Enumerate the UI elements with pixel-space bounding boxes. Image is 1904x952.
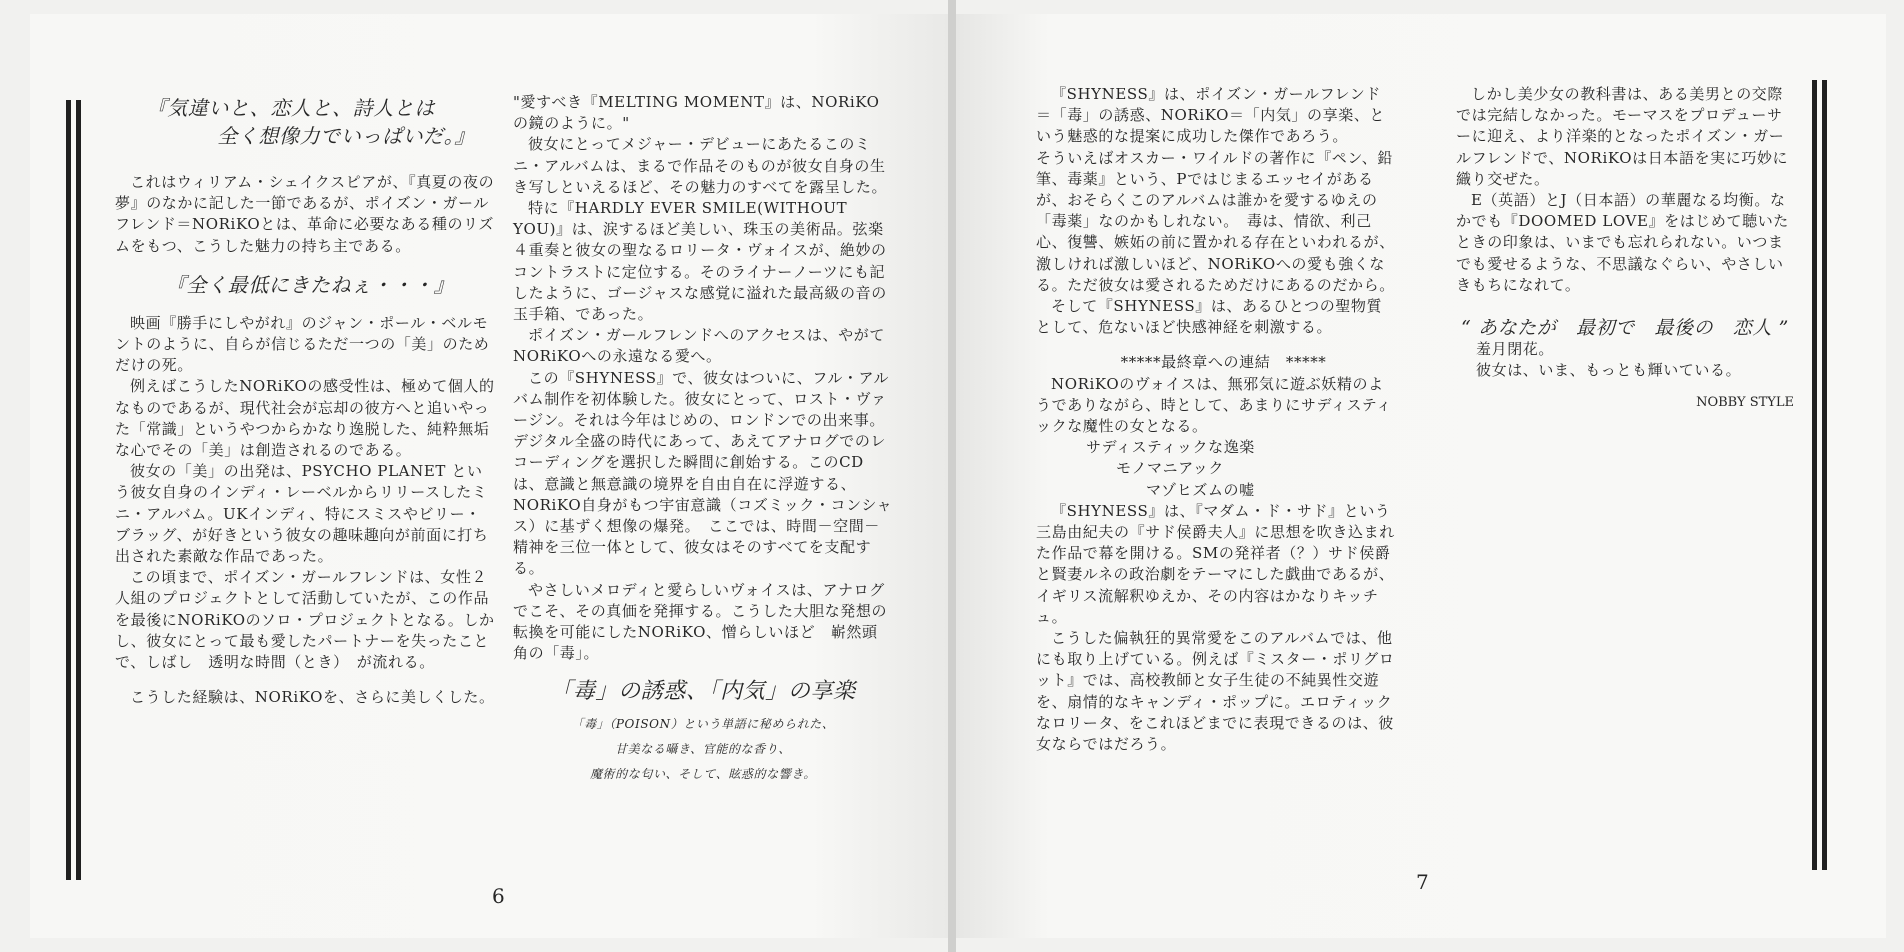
spine-gutter: [948, 0, 956, 952]
left-column-2: [513, 92, 893, 787]
page-number: 6: [492, 884, 505, 908]
list-item: モノマニアック: [1116, 459, 1225, 478]
heading-saitei: 『全く最低にきたねぇ・・・』: [165, 272, 455, 297]
paragraph: 彼女の「美」の出発は、PSYCHO PLANET という彼女自身のインディ・レーベルからリリースしたミニ・アルバム。UKインディ、特にスミスやビリー・ブラッグ、が好きという彼女の趣味趣向が前面に打ち出された素敵な作品であった。: [115, 462, 489, 566]
signature: NOBBY STYLE: [1696, 394, 1794, 410]
paragraph: そういえばオスカー・ワイルドの著作に『ペン、鉛筆、毒薬』という、Pではじまるエッセイがあるが、おそらくこのアルバムは誰かを愛するゆえの「毒薬」なのかもしれない。 毒は、情欲、利己心、復讐、嫉妬の前に置かれる存在といわれるが、激しければ激しいほど、NORiKOへの愛も強くなる。ただ彼女は愛されるためだけにあるのだから。: [1036, 148, 1395, 294]
heading-line: 全く想像力でいっぱいだ。』: [217, 124, 475, 148]
closing-quote: “ あなたが 最初で 最後の 恋人 ”: [1461, 317, 1789, 340]
paragraph: "愛すべき『MELTING MOMENT』は、NORiKOの鏡のように。": [513, 93, 880, 133]
section-stars: *****最終章への連結 *****: [1120, 353, 1327, 372]
right-border-bars: [1812, 80, 1828, 870]
paragraph: やさしいメロディと愛らしいヴォイスは、アナログでこそ、その真価を発揮する。こうした大胆な発想の転換を可能にしたNORiKO、憎らしいほど 嶄然頭角の「毒」。: [513, 580, 888, 663]
paragraph: この『SHYNESS』で、彼女はついに、フル・アルバム制作を初体験した。彼女にとって、ロスト・ヴァージン。それは今年はじめの、ロンドンでの出来事。デジタル全盛の時代にあって、あえてアナログでのレコーディングを選択した瞬間に創始する。このCDは、意識と無意識の境界を自由自在に浮遊する、NORiKO自身がもつ宇宙意識（コズミック・コンシャス）に基ずく想像の爆発。 ここでは、時間－空間－精神を三位一体として、彼女はそのすべてを支配する。: [513, 368, 893, 578]
paragraph: 特に『HARDLY EVER SMILE(WITHOUT YOU)』は、涙するほど美しい、珠玉の美術品。弦楽４重奏と彼女の聖なるロリータ・ヴォイスが、絶妙のコントラストに定位する。そのライナーノーツにも記したように、ゴージャスな感覚に溢れた最高級の音の玉手箱、であった。: [513, 199, 887, 324]
paragraph: しかし美少女の教科書は、ある美男との交際では完結しなかった。モーマスをプロデューサーに迎え、より洋楽的となったポイズン・ガールフレンドで、NORiKOは日本語を実に巧妙に織り交ぜた。: [1456, 85, 1789, 188]
left-column-1: [115, 94, 495, 708]
paragraph: E（英語）とJ（日本語）の華麗なる均衡。なかでも『DOOMED LOVE』をはじめて聴いたときの印象は、いまでも忘れられない。いつまでも愛せるような、不思議なぐらい、やさしいきもちになれて。: [1456, 191, 1789, 294]
poison-line: 「毒」（POISON）という単語に秘められた、: [571, 717, 835, 732]
list-item: マゾヒズムの嘘: [1146, 480, 1255, 499]
paragraph: そして『SHYNESS』は、あるひとつの聖物質として、危ないほど快感神経を刺激する。: [1036, 297, 1383, 337]
closing-line: 彼女は、いま、もっとも輝いている。: [1476, 361, 1742, 380]
page-number: 7: [1416, 870, 1429, 894]
heading-poison: 「毒」の誘惑、「内気」の享楽: [550, 679, 856, 705]
page-right: [956, 14, 1886, 938]
paragraph: これはウィリアム・シェイクスピアが、『真夏の夜の夢』のなかに記した一節であるが、ポイズン・ガールフレンド＝NORiKOとは、革命に必要なある種のリズムをもつ、こうした魅力の持ち主である。: [115, 173, 495, 255]
heading-quote-shakespeare-2: [115, 122, 495, 150]
right-column-2: [1456, 84, 1794, 413]
page-left: [30, 14, 948, 938]
paragraph: 例えばこうしたNORiKOの感受性は、極めて個人的なものであるが、現代社会が忘却の彼方へと追いやった「常識」というやつからかなり逸脱した、純粋無垢な心でその「美」は創造されるのである。: [115, 377, 495, 460]
paragraph: 映画『勝手にしやがれ』のジャン・ポール・ベルモントのように、自らが信じるただ一つの「美」のためだけの死。: [115, 313, 490, 375]
paragraph: こうした偏執狂的異常愛をこのアルバムでは、他にも取り上げている。例えば『ミスター・ポリグロット』では、高校教師と女子生徒の不純異性交遊を、扇情的なキャンディ・ポップに。エロティックなロリータ、をこれほどまでに表現できるのは、彼女ならではだろう。: [1036, 629, 1395, 754]
paragraph: ポイズン・ガールフレンドへのアクセスは、やがてNORiKOへの永遠なる愛へ。: [513, 326, 885, 366]
attribution-line: 羞月閉花。: [1476, 340, 1555, 359]
heading-quote-shakespeare: [115, 94, 495, 122]
paragraph: この頃まで、ポイズン・ガールフレンドは、女性２人組のプロジェクトとして活動していたが、この作品を最後にNORiKOのソロ・プロジェクトとなる。しかし、彼女にとって最も愛したパートナーを失ったことで、しばし 透明な時間（とき） が流れる。: [115, 568, 495, 672]
paragraph: 『SHYNESS』は、『マダム・ド・サド』という三島由紀夫の『サド侯爵夫人』に思想を吹き込まれた作品で幕を開ける。SMの発祥者（？）サド侯爵と賢妻ルネの政治劇をテーマにした戯曲であるが、イギリス流解釈ゆえか、その内容はかなりキッチュ。: [1036, 501, 1395, 626]
paragraph: こうした経験は、NORiKOを、さらに美しくした。: [130, 688, 495, 707]
left-border-bars: [66, 100, 82, 880]
heading-line: 『気違いと、恋人と、詩人とは: [146, 96, 435, 120]
poison-line: 魔術的な匂い、そして、眩惑的な響き。: [589, 767, 817, 782]
poison-line: 甘美なる囁き、官能的な香り、: [615, 742, 791, 757]
paragraph: NORiKOのヴォイスは、無邪気に遊ぶ妖精のようでありながら、時として、あまりにサディスティックな魔性の女となる。: [1036, 374, 1392, 436]
right-column-1: [1036, 84, 1396, 755]
paragraph: 『SHYNESS』は、ポイズン・ガールフレンド＝「毒」の誘惑、NORiKO＝「内気」の享楽、という魅惑的な提案に成功した傑作であろう。: [1036, 85, 1386, 146]
paragraph: 彼女にとってメジャー・デビューにあたるこのミニ・アルバムは、まるで作品そのものが彼女自身の生き写しといえるほど、その魅力のすべてを露呈した。: [513, 135, 888, 196]
list-item: サディスティックな逸楽: [1086, 438, 1255, 457]
